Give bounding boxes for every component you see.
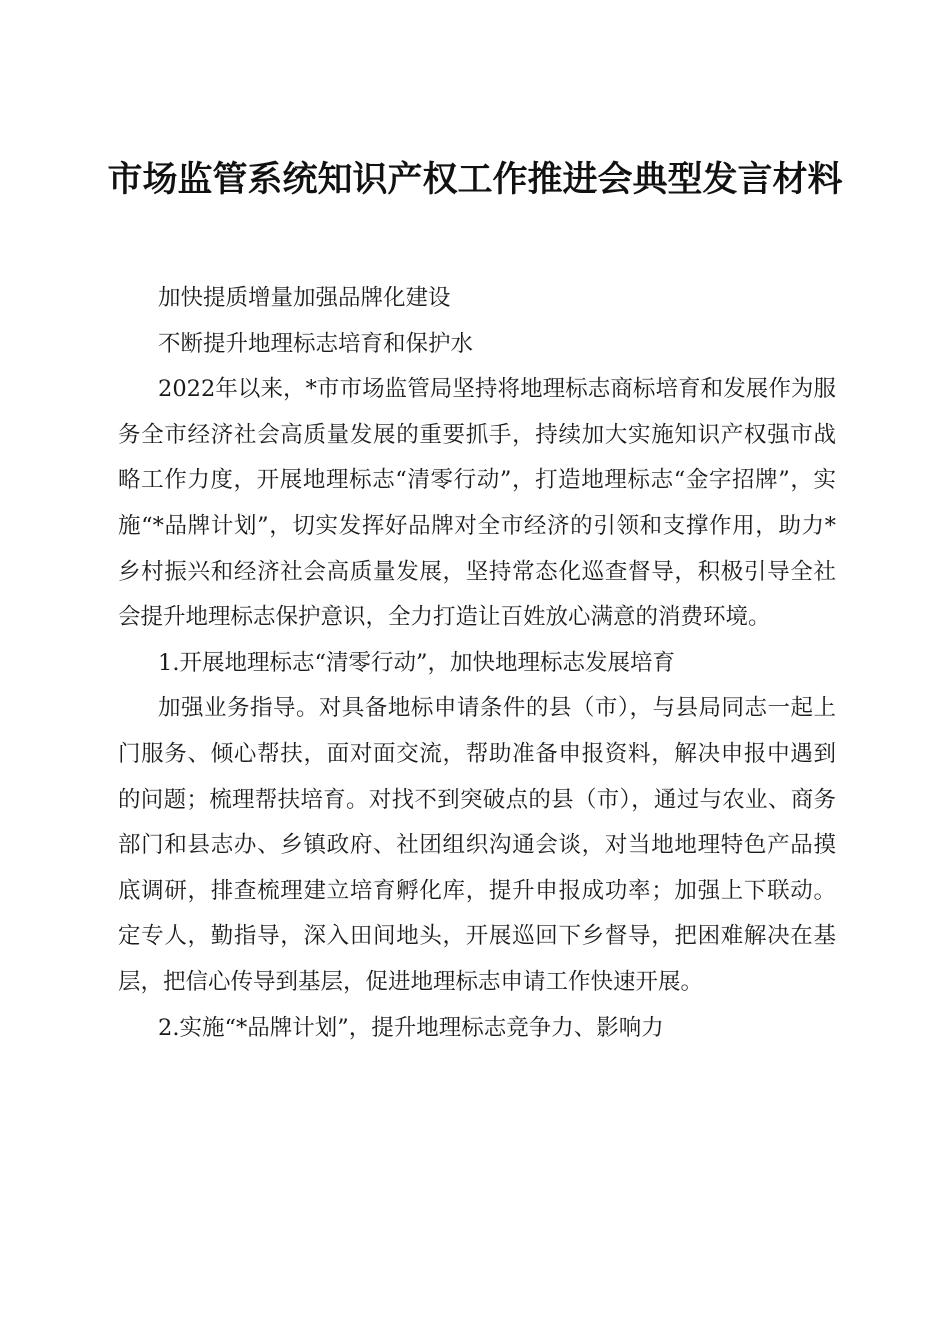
document-title: 市场监管系统知识产权工作推进会典型发言材料 xyxy=(107,159,843,201)
section-heading-2: 2.实施“*品牌计划”，提升地理标志竞争力、影响力 xyxy=(158,1014,664,1041)
subtitle-line-1: 加快提质增量加强品牌化建设 xyxy=(158,285,451,311)
section-1-paragraph: 加强业务指导。对具备地标申请条件的县（市），与县局同志一起上门服务、倾心帮扶，面对面交流，帮助准备申报资料，解决申报中遇到的问题；梳理帮扶培育。对找不到突破点的县（市），通过与农业、商务部门和县志办、乡镇政府、社团组织沟通会谈，对当地地理特色产品摸底调研，排查梳理建立培育孵化库，提升申报成功率；加强上下联动。定专人，勤指导，深入田间地头，开展巡回下乡督导，把困难解决在基层，把信心传导到基层，促进地理标志申请工作快速开展。 xyxy=(118,695,836,995)
intro-paragraph: 2022年以来，*市市场监管局坚持将地理标志商标培育和发展作为服务全市经济社会高质量发展的重要抓手，持续加大实施知识产权强市战略工作力度，开展地理标志“清零行动”，打造地理标志“金字招牌”，实施“*品牌计划”，切实发挥好品牌对全市经济的引领和支撑作用，助力*乡村振兴和经济社会高质量发展，坚持常态化巡查督导，积极引导全社会提升地理标志保护意识，全力打造让百姓放心满意的消费环境。 xyxy=(118,376,836,631)
section-heading-1: 1.开展地理标志“清零行动”，加快地理标志发展培育 xyxy=(158,649,675,676)
subtitle-line-2: 不断提升地理标志培育和保护水 xyxy=(158,330,474,357)
document-body xyxy=(118,276,836,1051)
